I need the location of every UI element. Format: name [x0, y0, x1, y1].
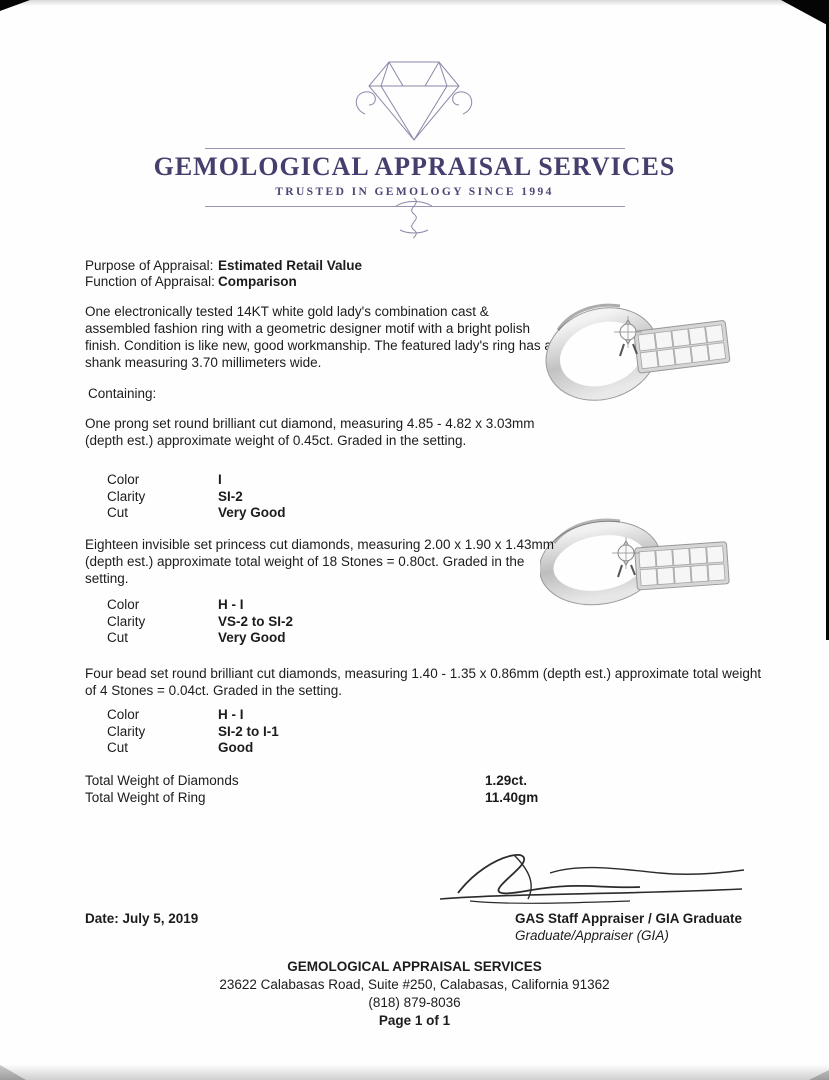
logo-scroll-ornament-icon: [384, 196, 444, 240]
grade-value: SI-2 to I-1: [218, 723, 279, 739]
footer-address: 23622 Calabasas Road, Suite #250, Calabasas, California 91362: [219, 977, 610, 992]
stone-2-description: Eighteen invisible set princess cut diamonds, measuring 2.00 x 1.90 x 1.43mm (depth est.) approximate total weight of 18 Stones = 0.80ct. Graded in the setting.: [85, 537, 554, 586]
grade-row: [107, 740, 279, 757]
total-diamonds-label: Total Weight of Diamonds: [85, 773, 239, 788]
grade-label: Clarity: [107, 488, 146, 504]
grade-row: [107, 630, 293, 647]
grade-row: [107, 472, 286, 489]
stone-3-grades: [107, 707, 279, 757]
grade-label: Color: [107, 472, 140, 487]
grade-label: Color: [107, 597, 140, 612]
total-ring-value: 11.40gm: [485, 790, 539, 805]
grade-row: [107, 614, 293, 631]
grade-value: I: [218, 472, 222, 487]
grade-row: [107, 505, 286, 522]
grade-row: [107, 724, 279, 741]
logo-title: GEMOLOGICAL APPRAISAL SERVICES: [153, 152, 676, 181]
grade-value: H - I: [218, 597, 244, 612]
grade-label: Clarity: [107, 723, 146, 739]
grade-value: VS-2 to SI-2: [218, 613, 294, 629]
footer-phone: (818) 879-8036: [368, 995, 461, 1010]
scan-corner-top-right: [781, 0, 829, 26]
function-row: [85, 273, 297, 290]
footer-page-number: Page 1 of 1: [378, 1013, 451, 1028]
total-diamonds-value: 1.29ct.: [485, 773, 528, 788]
scan-edge-bottom: [0, 1064, 829, 1080]
purpose-row: [85, 257, 362, 274]
item-description: One electronically tested 14KT white gold lady's combination cast & assembled fashion ring with a geometric designer motif with a bright polish finish. Condition is like new, good workmanship. The featured lady's ring has a shank measuring 3.70 millimeters wide.: [85, 304, 552, 370]
appraiser-signature: [430, 843, 750, 911]
grade-value: Very Good: [218, 630, 286, 645]
diamond-logo-icon: [329, 52, 499, 152]
ring-photo-top: [540, 290, 745, 408]
function-label: Function of Appraisal:: [85, 274, 215, 289]
grade-label: Cut: [107, 630, 129, 645]
grade-row: [107, 707, 279, 724]
logo-divider-top: [205, 148, 625, 149]
grade-row: [107, 489, 286, 506]
footer-company: GEMOLOGICAL APPRAISAL SERVICES: [287, 959, 542, 974]
grade-value: Good: [218, 740, 254, 755]
total-ring-label: Total Weight of Ring: [85, 790, 206, 805]
purpose-label: Purpose of Appraisal:: [85, 258, 214, 273]
appraiser-title-line: GAS Staff Appraiser / GIA Graduate: [515, 911, 743, 926]
grade-label: Cut: [107, 505, 129, 520]
grade-row: [107, 597, 293, 614]
logo-tagline: TRUSTED IN GEMOLOGY SINCE 1994: [275, 186, 554, 198]
grade-label: Clarity: [107, 613, 146, 629]
ring-photo-bottom: [540, 505, 745, 625]
scan-corner-top-left: [0, 0, 30, 11]
scan-edge-top: [0, 0, 829, 6]
stone-3-description: Four bead set round brilliant cut diamonds, measuring 1.40 - 1.35 x 0.86mm (depth est.) approximate total weight of 4 Stones = 0.04ct. Graded in the setting.: [85, 666, 762, 698]
grade-value: Very Good: [218, 505, 286, 520]
containing-label: Containing:: [88, 386, 157, 401]
stone-1-description: One prong set round brilliant cut diamond, measuring 4.85 - 4.82 x 3.03mm (depth est.) approximate weight of 0.45ct. Graded in the setting.: [85, 416, 535, 448]
total-ring-row: [85, 789, 538, 806]
stone-1-grades: [107, 472, 286, 522]
date-line: Date: July 5, 2019: [85, 911, 199, 926]
purpose-value: Estimated Retail Value: [218, 258, 363, 273]
grade-label: Cut: [107, 740, 129, 755]
appraiser-credential-line: Graduate/Appraiser (GIA): [515, 928, 669, 943]
function-value: Comparison: [218, 274, 297, 289]
grade-label: Color: [107, 707, 140, 722]
stone-2-grades: [107, 597, 293, 647]
grade-value: SI-2: [218, 488, 243, 504]
total-diamonds-row: [85, 772, 527, 789]
grade-value: H - I: [218, 707, 244, 722]
